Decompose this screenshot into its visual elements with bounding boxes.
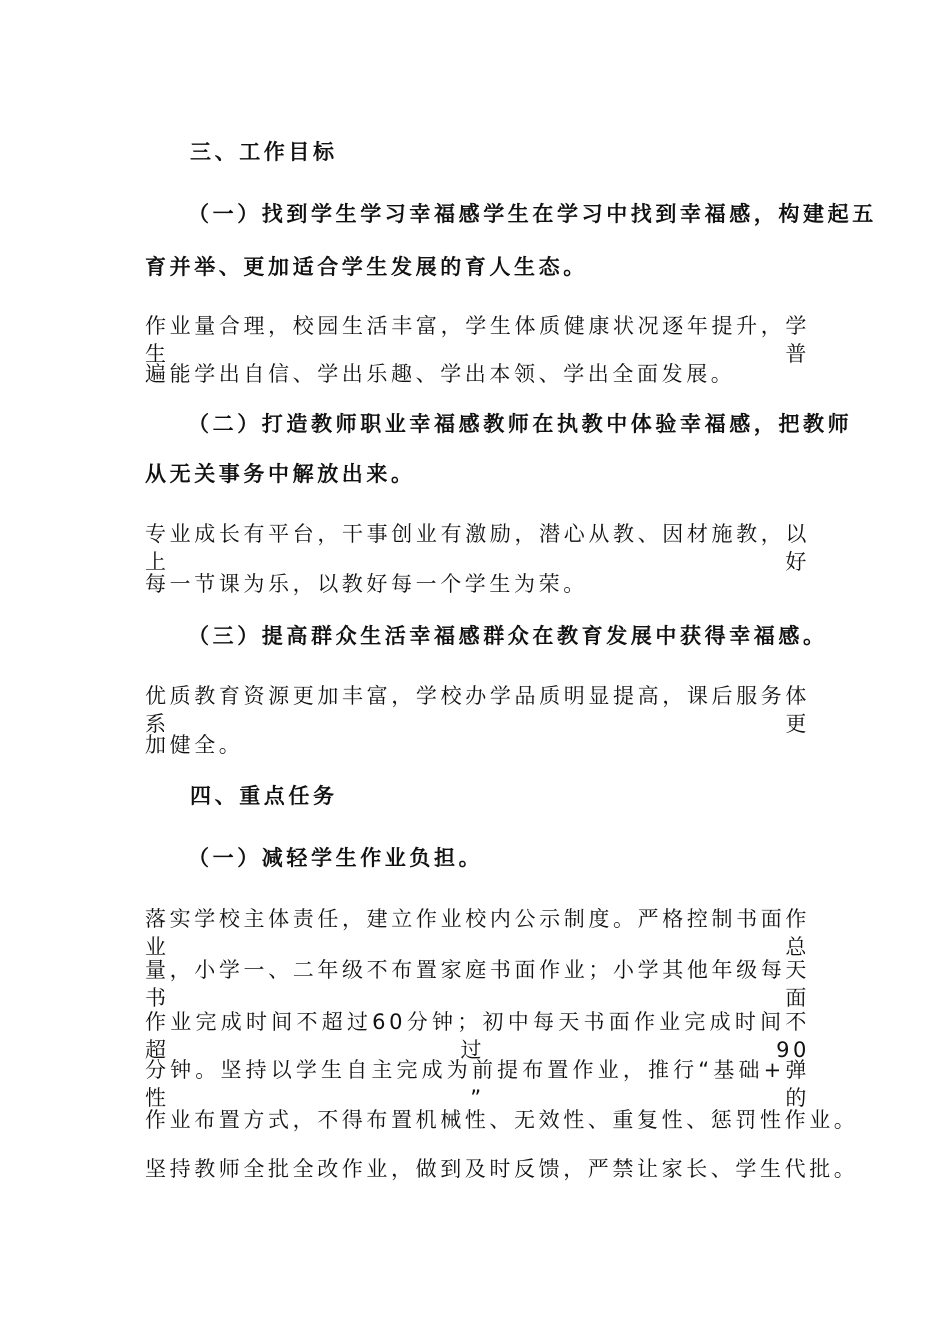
paragraph-line: 作业量合理，校园生活丰富，学生体质健康状况逐年提升，学生普 bbox=[145, 314, 810, 366]
subsection-title-continued: 育并举、更加适合学生发展的育人生态。 bbox=[145, 255, 588, 279]
paragraph-line: 落实学校主体责任，建立作业校内公示制度。严格控制书面作业总 bbox=[145, 907, 810, 959]
subsection-title: （一）减轻学生作业负担。 bbox=[188, 846, 484, 870]
subsection-title-continued: 从无关事务中解放出来。 bbox=[145, 462, 416, 486]
paragraph-line: 作业布置方式，不得布置机械性、无效性、重复性、惩罚性作业。 bbox=[145, 1108, 859, 1132]
paragraph-line: 专业成长有平台，干事创业有激励，潜心从教、因材施教，以上好 bbox=[145, 522, 810, 574]
paragraph-line: 量，小学一、二年级不布置家庭书面作业；小学其他年级每天书面 bbox=[145, 958, 810, 1010]
subsection-title: （二）打造教师职业幸福感教师在执教中体验幸福感，把教师 bbox=[188, 412, 853, 436]
paragraph-line: 坚持教师全批全改作业，做到及时反馈，严禁让家长、学生代批。 bbox=[145, 1157, 859, 1181]
subsection-title: （三）提高群众生活幸福感群众在教育发展中获得幸福感。 bbox=[188, 624, 828, 648]
section-heading: 四、重点任务 bbox=[190, 784, 338, 808]
paragraph-line: 遍能学出自信、学出乐趣、学出本领、学出全面发展。 bbox=[145, 362, 736, 386]
section-heading: 三、工作目标 bbox=[190, 140, 338, 164]
paragraph-line: 优质教育资源更加丰富，学校办学品质明显提高，课后服务体系更 bbox=[145, 684, 810, 736]
paragraph-line: 作业完成时间不超过60分钟；初中每天书面作业完成时间不超过90 bbox=[145, 1010, 810, 1062]
subsection-title: （一）找到学生学习幸福感学生在学习中找到幸福感，构建起五 bbox=[188, 202, 877, 226]
paragraph-line: 分钟。坚持以学生自主完成为前提布置作业，推行“基础+弹性”的 bbox=[145, 1058, 810, 1110]
paragraph-line: 加健全。 bbox=[145, 733, 244, 757]
paragraph-line: 每一节课为乐，以教好每一个学生为荣。 bbox=[145, 572, 588, 596]
